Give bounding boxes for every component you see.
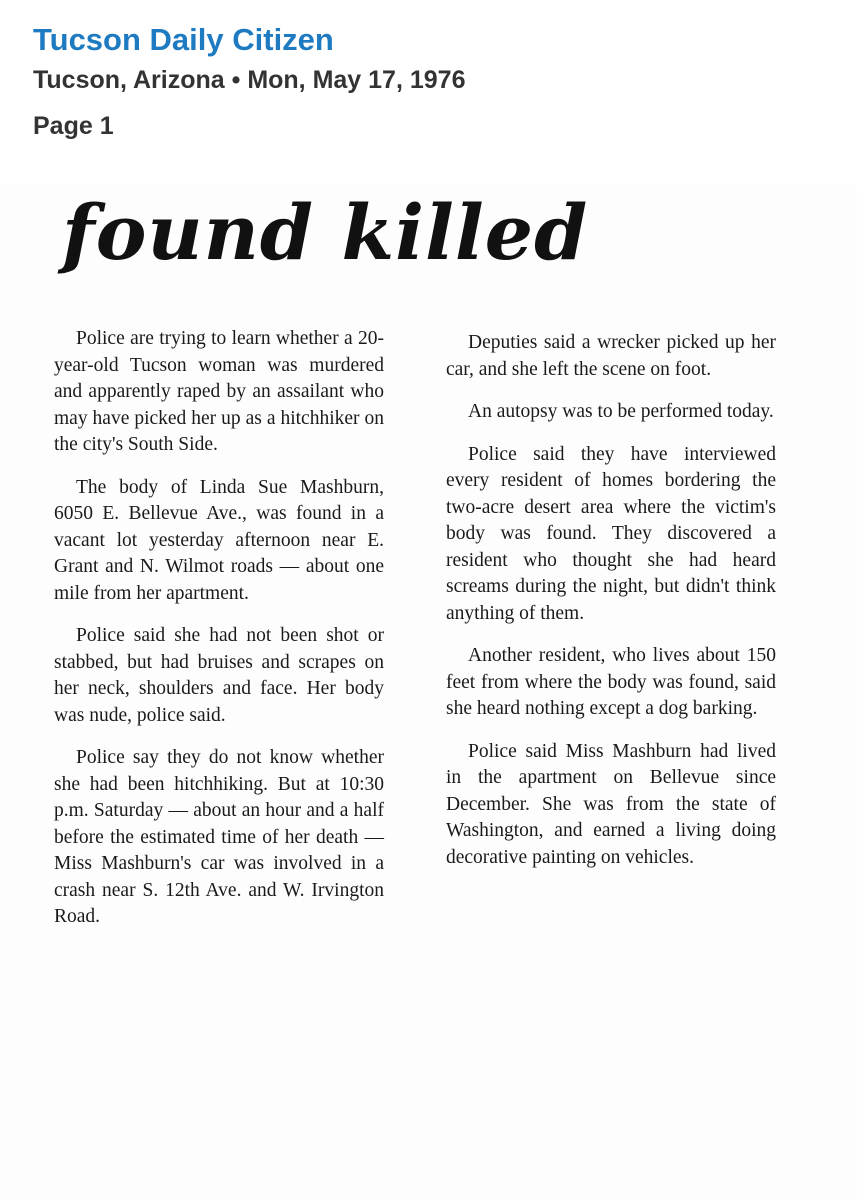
article-paragraph: Police said Miss Mashburn had lived in the apartment on Bellevue since December. She was from the state of Washington, and earned a living doing decorative painting on vehicles.: [446, 740, 776, 868]
article-paragraph: Police are trying to learn whether a 20-year-old Tucson woman was murdered and apparently raped by an assailant who may have picked her up as a hitchhiker on the city's South Side.: [54, 328, 384, 455]
article-paragraph: Deputies said a wrecker picked up her car, and she left the scene on foot.: [446, 332, 776, 380]
paper-name[interactable]: Tucson Daily Citizen: [33, 22, 334, 57]
page-number: Page 1: [33, 112, 114, 140]
article-headline: found killed: [62, 188, 589, 277]
article-column-right: [446, 330, 776, 887]
article-paragraph: An autopsy was to be performed today.: [468, 401, 774, 422]
article-paragraph: Police said they have interviewed every resident of homes bordering the two-acre desert area where the victim's body was found. They discovered a resident who thought she had heard screams during the night, but didn't think anything of them.: [446, 443, 776, 624]
article-paragraph: Another resident, who lives about 150 feet from where the body was found, said she heard nothing except a dog barking.: [446, 645, 776, 719]
paper-dateline: Tucson, Arizona • Mon, May 17, 1976: [33, 66, 466, 94]
article-paragraph: Police said she had not been shot or stabbed, but had bruises and scrapes on her neck, shoulders and face. Her body was nude, police said.: [54, 625, 384, 726]
article-paragraph: The body of Linda Sue Mashburn, 6050 E. Bellevue Ave., was found in a vacant lot yesterday afternoon near E. Grant and N. Wilmot roads — about one mile from her apartment.: [54, 476, 384, 604]
article-paragraph: Police say they do not know whether she had been hitchhiking. But at 10:30 p.m. Saturday — about an hour and a half before the estimated time of her death — Miss Mashburn's car was involved in a crash near S. 12th Ave. and W. Irvington Road.: [54, 747, 384, 927]
masthead: [0, 0, 857, 185]
article-column-left: [54, 326, 384, 947]
